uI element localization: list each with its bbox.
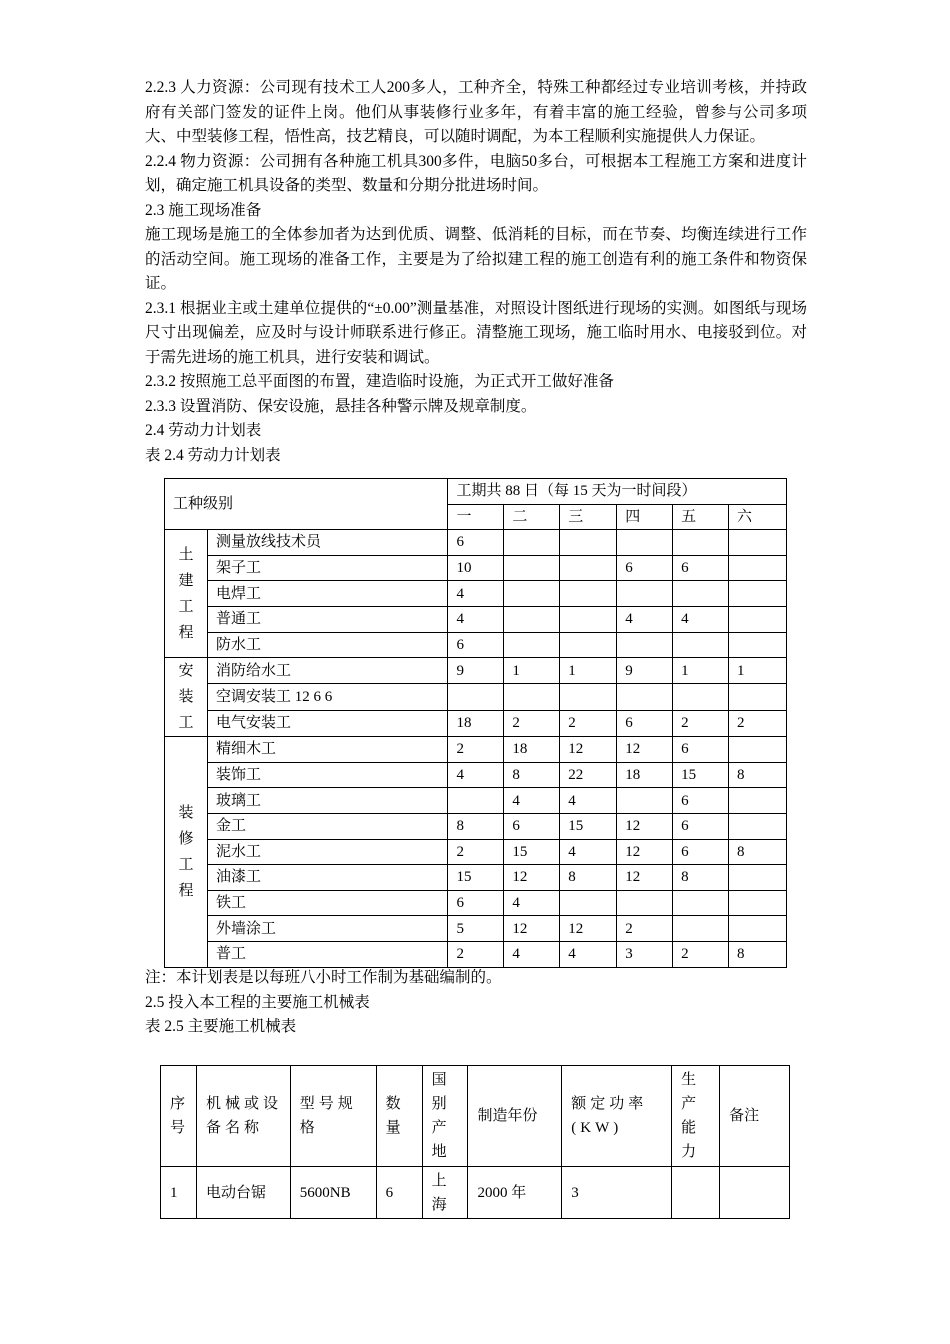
labor-value-cell: 4 [448,606,504,632]
labor-table-row [165,632,787,658]
labor-value-cell [729,555,787,581]
labor-value-cell [673,632,729,658]
labor-trade-cell: 空调安装工 12 6 6 [207,684,448,710]
labor-value-cell: 15 [448,865,504,891]
labor-value-cell: 2 [617,916,673,942]
labor-group-cell [165,658,208,737]
labor-value-cell: 22 [560,762,617,788]
document-body [145,76,807,468]
heading-2-3: 2.3 施工现场准备 [145,201,262,219]
labor-trade-cell: 电焊工 [207,581,448,607]
paragraph-2-3: 施工现场是施工的全体参加者为达到优质、调整、低消耗的目标，而在节奏、均衡连续进行工作的活动空间。施工现场的准备工作，主要是为了给拟建工程的施工创造有利的施工条件和物资保证。 [145,226,807,292]
labor-table-row [165,941,787,967]
labor-table-row [165,710,787,736]
labor-value-cell [729,530,787,556]
labor-trade-cell: 金工 [207,813,448,839]
labor-value-cell: 15 [560,813,617,839]
labor-value-cell [617,581,673,607]
labor-value-cell: 5 [448,916,504,942]
labor-value-cell: 6 [673,788,729,814]
labor-value-cell: 4 [448,581,504,607]
labor-value-cell: 2 [448,839,504,865]
table-2-5-caption: 表 2.5 主要施工机械表 [145,1018,297,1035]
labor-value-cell: 6 [448,890,504,916]
labor-period-cell: 五 [673,504,729,530]
labor-value-cell [560,632,617,658]
labor-value-cell: 4 [617,606,673,632]
machinery-header-cell: 额定功率(KW) [562,1066,672,1167]
paragraph-2-2-4: 2.2.4 物力资源：公司拥有各种施工机具300多件，电脑50多台，可根据本工程施工方案和进度计划，确定施工机具设备的类型、数量和分期分批进场时间。 [145,152,807,194]
labor-value-cell: 18 [617,762,673,788]
labor-period-cell: 一 [448,504,504,530]
machinery-cell: 2000 年 [468,1167,562,1219]
labor-value-cell: 1 [729,658,787,684]
machinery-cell: 1 [161,1167,197,1219]
labor-value-cell: 12 [617,813,673,839]
labor-value-cell [617,788,673,814]
machinery-cell [720,1167,790,1219]
labor-period-cell: 二 [504,504,560,530]
machinery-header-cell: 数 量 [376,1066,422,1167]
labor-value-cell: 8 [560,865,617,891]
labor-group-name: 土 建 工 程 [178,546,194,641]
machinery-cell: 电动台锯 [196,1167,290,1219]
labor-trade-cell: 铁工 [207,890,448,916]
labor-value-cell [504,684,560,710]
labor-value-cell: 8 [729,762,787,788]
labor-value-cell: 18 [504,737,560,763]
labor-trade-cell: 防水工 [207,632,448,658]
labor-value-cell: 2 [673,941,729,967]
labor-value-cell: 8 [729,839,787,865]
labor-value-cell: 12 [617,865,673,891]
labor-value-cell: 4 [504,890,560,916]
labor-trade-cell: 泥水工 [207,839,448,865]
machinery-header-cell: 国 别 产 地 [422,1066,468,1167]
labor-value-cell [617,684,673,710]
labor-table-row [165,788,787,814]
labor-value-cell: 12 [504,865,560,891]
labor-value-cell [504,606,560,632]
paragraph-2-3-3: 2.3.3 设置消防、保安设施，悬挂各种警示牌及规章制度。 [145,397,537,415]
labor-table-row [165,839,787,865]
labor-value-cell [673,916,729,942]
labor-trade-cell: 消防给水工 [207,658,448,684]
labor-value-cell [560,606,617,632]
labor-trade-cell: 油漆工 [207,865,448,891]
labor-table-row [165,762,787,788]
labor-value-cell: 6 [448,530,504,556]
heading-2-5: 2.5 投入本工程的主要施工机械表 [145,993,370,1011]
labor-value-cell: 8 [448,813,504,839]
labor-period-cell: 六 [729,504,787,530]
labor-value-cell [560,530,617,556]
labor-value-cell [729,632,787,658]
labor-table-row [165,890,787,916]
labor-value-cell: 6 [504,813,560,839]
labor-value-cell [729,890,787,916]
machinery-cell: 上 海 [422,1167,468,1219]
labor-value-cell [673,530,729,556]
labor-value-cell: 1 [504,658,560,684]
labor-trade-cell: 普通工 [207,606,448,632]
labor-table-row [165,813,787,839]
labor-value-cell: 6 [673,555,729,581]
labor-value-cell: 4 [673,606,729,632]
machinery-table [160,1065,790,1219]
machinery-cell: 6 [376,1167,422,1219]
labor-value-cell [729,865,787,891]
paragraph-2-2-3: 2.2.3 人力资源：公司现有技术工人200多人，工种齐全，特殊工种都经过专业培训考核，并持政府有关部门签发的证件上岗。他们从事装修行业多年，有着丰富的施工经验，曾参与公司多项大、中型装修工程，悟性高，技艺精良，可以随时调配，为本工程顺利实施提供人力保证。 [145,79,807,145]
machinery-header-row [161,1066,790,1167]
machinery-header-cell: 序 号 [161,1066,197,1167]
labor-value-cell [729,606,787,632]
labor-value-cell [448,788,504,814]
machinery-header-cell: 制造年份 [468,1066,562,1167]
labor-table-row [165,737,787,763]
paragraph-2-3-1: 2.3.1 根据业主或土建单位提供的“±0.00”测量基准，对照设计图纸进行现场的实测。如图纸与现场尺寸出现偏差，应及时与设计师联系进行修正。清整施工现场，施工临时用水、电接驳到位。对于需先进场的施工机具，进行安装和调试。 [145,299,807,366]
labor-value-cell: 9 [448,658,504,684]
labor-value-cell: 2 [448,941,504,967]
labor-value-cell [617,632,673,658]
labor-value-cell: 6 [617,555,673,581]
labor-value-cell [504,581,560,607]
table-2-4-caption: 表 2.4 劳动力计划表 [145,446,281,464]
labor-group-cell [165,530,208,658]
table-2-4-note: 注：本计划表是以每班八小时工作制为基础编制的。 [145,969,502,986]
labor-header-row [165,479,787,505]
labor-value-cell [729,737,787,763]
machinery-cell: 3 [562,1167,672,1219]
labor-value-cell [617,890,673,916]
notes-block [145,966,807,1040]
labor-table-row [165,606,787,632]
labor-table-row [165,581,787,607]
labor-trade-cell: 玻璃工 [207,788,448,814]
labor-value-cell: 9 [617,658,673,684]
labor-value-cell [729,788,787,814]
machinery-header-cell: 生 产 能 力 [672,1066,720,1167]
labor-value-cell: 1 [673,658,729,684]
labor-table-row [165,555,787,581]
labor-value-cell: 6 [673,839,729,865]
labor-trade-cell: 电气安装工 [207,710,448,736]
labor-value-cell: 12 [504,916,560,942]
labor-trade-cell: 外墙涂工 [207,916,448,942]
labor-value-cell [504,555,560,581]
labor-value-cell [617,530,673,556]
labor-group-cell [165,737,208,967]
labor-col-header-type: 工种级别 [165,479,448,530]
labor-period-cell: 三 [560,504,617,530]
labor-value-cell [560,684,617,710]
labor-value-cell: 6 [673,737,729,763]
labor-value-cell: 4 [560,839,617,865]
labor-value-cell [673,684,729,710]
labor-plan-table [164,478,787,968]
labor-value-cell: 18 [448,710,504,736]
labor-value-cell: 6 [448,632,504,658]
machinery-header-cell: 备注 [720,1066,790,1167]
labor-value-cell: 12 [560,916,617,942]
labor-value-cell: 2 [448,737,504,763]
labor-value-cell: 4 [504,941,560,967]
labor-trade-cell: 架子工 [207,555,448,581]
labor-value-cell [560,890,617,916]
labor-table-row [165,658,787,684]
labor-value-cell: 2 [673,710,729,736]
labor-value-cell: 4 [560,788,617,814]
labor-table-row [165,530,787,556]
machinery-cell [672,1167,720,1219]
labor-value-cell: 8 [673,865,729,891]
paragraph-2-3-2: 2.3.2 按照施工总平面图的布置，建造临时设施，为正式开工做好准备 [145,373,614,390]
labor-value-cell [560,581,617,607]
machinery-cell: 5600NB [290,1167,376,1219]
labor-value-cell [673,890,729,916]
labor-value-cell: 10 [448,555,504,581]
labor-value-cell: 2 [729,710,787,736]
labor-table-row [165,865,787,891]
labor-group-name: 装 修 工 程 [178,804,194,899]
labor-value-cell: 15 [673,762,729,788]
labor-value-cell: 6 [673,813,729,839]
labor-value-cell [729,813,787,839]
labor-value-cell: 3 [617,941,673,967]
labor-value-cell: 8 [729,941,787,967]
machinery-header-cell: 机械或设备名称 [196,1066,290,1167]
machinery-header-cell: 型号规格 [290,1066,376,1167]
labor-trade-cell: 测量放线技术员 [207,530,448,556]
machinery-table-row [161,1167,790,1219]
labor-value-cell: 8 [504,762,560,788]
labor-value-cell: 4 [448,762,504,788]
labor-value-cell: 4 [504,788,560,814]
labor-value-cell [729,916,787,942]
labor-trade-cell: 精细木工 [207,737,448,763]
labor-value-cell [448,684,504,710]
labor-value-cell: 4 [560,941,617,967]
labor-value-cell: 2 [560,710,617,736]
labor-value-cell: 12 [617,737,673,763]
labor-col-header-period: 工期共 88 日（每 15 天为一时间段） [448,479,787,505]
labor-trade-cell: 装饰工 [207,762,448,788]
labor-value-cell: 2 [504,710,560,736]
labor-value-cell [729,684,787,710]
labor-value-cell [560,555,617,581]
labor-value-cell [504,530,560,556]
labor-table-row [165,916,787,942]
labor-value-cell [504,632,560,658]
labor-period-cell: 四 [617,504,673,530]
heading-2-4: 2.4 劳动力计划表 [145,422,262,439]
labor-value-cell: 12 [617,839,673,865]
labor-trade-cell: 普工 [207,941,448,967]
labor-value-cell: 6 [617,710,673,736]
labor-group-name: 安 装 工 [178,663,194,732]
labor-value-cell: 12 [560,737,617,763]
labor-value-cell [729,581,787,607]
labor-table-row [165,684,787,710]
labor-value-cell: 1 [560,658,617,684]
labor-value-cell: 15 [504,839,560,865]
labor-value-cell [673,581,729,607]
